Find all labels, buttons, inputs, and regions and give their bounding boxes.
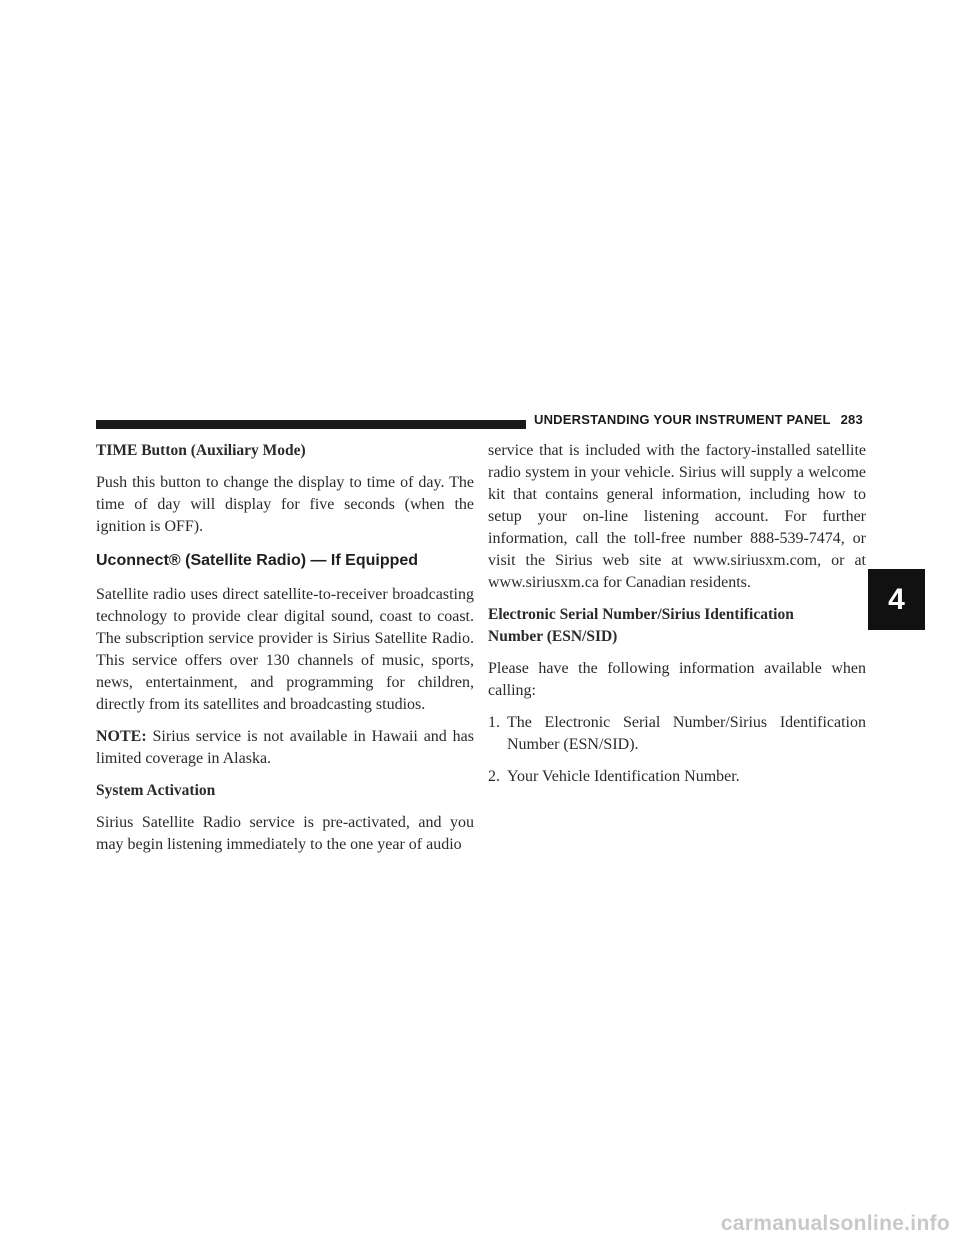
running-header — [534, 412, 863, 427]
satellite-radio-paragraph: Satellite radio uses direct satellite-to-receiver broadcasting technology to provide clear digital sound, coast to coast. The subscription service provider is Sirius Satellite Radio. This service offers over 130 channels of music, sports, news, entertainment, and programming for children, directly from its satellites and broadcasting studios. — [96, 586, 474, 713]
esn-paragraph: Please have the following information available when calling: — [488, 660, 866, 699]
watermark-text: carmanualsonline.info — [720, 1212, 950, 1235]
system-activation-paragraph: Sirius Satellite Radio service is pre-activated, and you may begin listening immediately to the one year of audio — [96, 814, 474, 853]
list-item — [488, 766, 866, 788]
list-number: 1. — [488, 714, 500, 731]
chapter-tab: 4 — [868, 569, 925, 630]
left-column — [96, 440, 474, 856]
esn-heading: Electronic Serial Number/Sirius Identification Number (ESN/SID) — [488, 606, 794, 645]
time-button-paragraph: Push this button to change the display to time of day. The time of day will display for five seconds (when the ignition is OFF). — [96, 474, 474, 535]
note-label: NOTE: — [96, 728, 147, 745]
list-item — [488, 712, 866, 756]
note-paragraph — [96, 726, 474, 770]
page-number: 283 — [840, 412, 863, 427]
right-column — [488, 440, 866, 788]
uconnect-heading: Uconnect® (Satellite Radio) — If Equipped — [96, 552, 419, 569]
section-title: UNDERSTANDING YOUR INSTRUMENT PANEL — [534, 412, 831, 427]
header-rule — [96, 420, 526, 429]
list-text: The Electronic Serial Number/Sirius Identification Number (ESN/SID). — [507, 714, 866, 753]
list-number: 2. — [488, 768, 500, 785]
system-activation-heading: System Activation — [96, 782, 216, 799]
time-button-heading: TIME Button (Auxiliary Mode) — [96, 442, 306, 459]
list-text: Your Vehicle Identification Number. — [507, 768, 740, 785]
continued-paragraph: service that is included with the factory-installed satellite radio system in your vehicle. Sirius will supply a welcome kit that contains general information, including how to setup your on-line listening account. For further information, call the toll-free number 888-539-7474, or visit the Sirius web site at www.siriusxm.com, or at www.siriusxm.ca for Canadian residents. — [488, 442, 866, 591]
note-text: Sirius service is not available in Hawaii and has limited coverage in Alaska. — [96, 728, 474, 767]
